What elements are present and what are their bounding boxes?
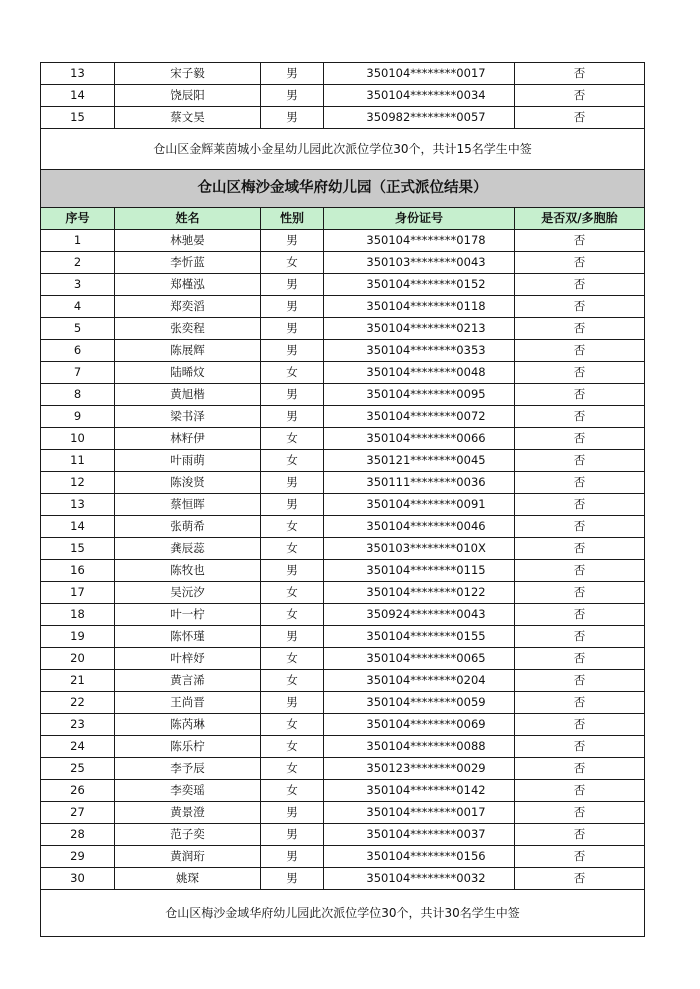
- cell-no: 16: [41, 560, 115, 582]
- previous-summary-row: [41, 129, 645, 170]
- cell-no: 21: [41, 670, 115, 692]
- cell-id: 350104********0065: [324, 648, 515, 670]
- cell-no: 12: [41, 472, 115, 494]
- cell-multi: 否: [515, 758, 645, 780]
- table-row: [41, 736, 645, 758]
- cell-name: 龚辰蕊: [115, 538, 261, 560]
- cell-gender: 男: [261, 296, 324, 318]
- cell-name: 陈牧也: [115, 560, 261, 582]
- cell-name: 陈怀瑾: [115, 626, 261, 648]
- cell-id: 350104********0017: [324, 802, 515, 824]
- cell-id: 350104********0095: [324, 384, 515, 406]
- cell-no: 28: [41, 824, 115, 846]
- cell-name: 姚琛: [115, 868, 261, 890]
- cell-id: 350104********0037: [324, 824, 515, 846]
- cell-gender: 男: [261, 340, 324, 362]
- cell-gender: 女: [261, 714, 324, 736]
- cell-name: 林驰晏: [115, 230, 261, 252]
- cell-name: 王尚晋: [115, 692, 261, 714]
- cell-gender: 女: [261, 604, 324, 626]
- cell-multi: 否: [515, 85, 645, 107]
- cell-id: 350121********0045: [324, 450, 515, 472]
- cell-name: 陆晞炆: [115, 362, 261, 384]
- cell-name: 叶一柠: [115, 604, 261, 626]
- cell-gender: 男: [261, 274, 324, 296]
- cell-name: 李忻蓝: [115, 252, 261, 274]
- cell-name: 范子奕: [115, 824, 261, 846]
- cell-no: 2: [41, 252, 115, 274]
- table-row: [41, 450, 645, 472]
- cell-no: 8: [41, 384, 115, 406]
- cell-multi: 否: [515, 252, 645, 274]
- cell-gender: 女: [261, 736, 324, 758]
- table-row: [41, 802, 645, 824]
- table-row: [41, 758, 645, 780]
- header-gender: 性别: [261, 208, 324, 230]
- results-table: [40, 62, 645, 937]
- cell-gender: 女: [261, 582, 324, 604]
- cell-multi: 否: [515, 230, 645, 252]
- table-row: [41, 340, 645, 362]
- cell-name: 黄景澄: [115, 802, 261, 824]
- cell-multi: 否: [515, 780, 645, 802]
- cell-no: 20: [41, 648, 115, 670]
- cell-gender: 女: [261, 648, 324, 670]
- cell-gender: 女: [261, 516, 324, 538]
- cell-id: 350104********0048: [324, 362, 515, 384]
- table-row: [41, 560, 645, 582]
- cell-multi: 否: [515, 692, 645, 714]
- cell-name: 李予辰: [115, 758, 261, 780]
- cell-name: 陈乐柠: [115, 736, 261, 758]
- table-row: [41, 230, 645, 252]
- table-row: [41, 406, 645, 428]
- cell-id: 350104********0017: [324, 63, 515, 85]
- cell-multi: 否: [515, 582, 645, 604]
- cell-multi: 否: [515, 670, 645, 692]
- table-row: [41, 274, 645, 296]
- cell-multi: 否: [515, 516, 645, 538]
- table-row: [41, 63, 645, 85]
- table-row: [41, 692, 645, 714]
- cell-gender: 男: [261, 494, 324, 516]
- cell-no: 9: [41, 406, 115, 428]
- table-row: [41, 824, 645, 846]
- cell-multi: 否: [515, 296, 645, 318]
- cell-multi: 否: [515, 560, 645, 582]
- table-row: [41, 384, 645, 406]
- cell-id: 350104********0155: [324, 626, 515, 648]
- cell-name: 蔡文昊: [115, 107, 261, 129]
- table-row: [41, 296, 645, 318]
- table-row: [41, 626, 645, 648]
- table-row: [41, 428, 645, 450]
- result-rows: [41, 230, 645, 890]
- cell-multi: 否: [515, 472, 645, 494]
- cell-gender: 男: [261, 560, 324, 582]
- cell-gender: 男: [261, 107, 324, 129]
- cell-multi: 否: [515, 494, 645, 516]
- allocation-results-sheet: [40, 62, 644, 937]
- table-row: [41, 868, 645, 890]
- cell-multi: 否: [515, 648, 645, 670]
- cell-multi: 否: [515, 428, 645, 450]
- cell-id: 350104********0156: [324, 846, 515, 868]
- cell-gender: 女: [261, 252, 324, 274]
- previous-kindergarten-rows: [41, 63, 645, 129]
- cell-name: 宋子毅: [115, 63, 261, 85]
- cell-gender: 男: [261, 63, 324, 85]
- table-row: [41, 670, 645, 692]
- table-row: [41, 604, 645, 626]
- cell-no: 13: [41, 63, 115, 85]
- cell-id: 350104********0034: [324, 85, 515, 107]
- cell-id: 350924********0043: [324, 604, 515, 626]
- cell-no: 1: [41, 230, 115, 252]
- cell-no: 18: [41, 604, 115, 626]
- cell-no: 13: [41, 494, 115, 516]
- cell-name: 陈浚贤: [115, 472, 261, 494]
- cell-multi: 否: [515, 63, 645, 85]
- cell-name: 黄言浠: [115, 670, 261, 692]
- cell-gender: 男: [261, 868, 324, 890]
- table-row: [41, 582, 645, 604]
- cell-multi: 否: [515, 604, 645, 626]
- cell-gender: 女: [261, 538, 324, 560]
- cell-multi: 否: [515, 868, 645, 890]
- cell-no: 22: [41, 692, 115, 714]
- cell-no: 6: [41, 340, 115, 362]
- previous-summary-text: 仓山区金辉莱茵城小金星幼儿园此次派位学位30个，共计15名学生中签: [41, 129, 645, 170]
- cell-no: 15: [41, 538, 115, 560]
- table-header-row: [41, 208, 645, 230]
- cell-id: 350103********010X: [324, 538, 515, 560]
- cell-no: 24: [41, 736, 115, 758]
- cell-id: 350104********0091: [324, 494, 515, 516]
- cell-id: 350104********0046: [324, 516, 515, 538]
- table-row: [41, 846, 645, 868]
- cell-multi: 否: [515, 714, 645, 736]
- cell-id: 350104********0118: [324, 296, 515, 318]
- cell-id: 350104********0204: [324, 670, 515, 692]
- cell-gender: 女: [261, 428, 324, 450]
- cell-name: 梁书泽: [115, 406, 261, 428]
- cell-id: 350104********0072: [324, 406, 515, 428]
- cell-no: 25: [41, 758, 115, 780]
- cell-no: 11: [41, 450, 115, 472]
- table-row: [41, 85, 645, 107]
- cell-gender: 女: [261, 450, 324, 472]
- cell-no: 14: [41, 516, 115, 538]
- cell-no: 3: [41, 274, 115, 296]
- cell-name: 叶雨萌: [115, 450, 261, 472]
- cell-no: 10: [41, 428, 115, 450]
- table-row: [41, 648, 645, 670]
- cell-no: 7: [41, 362, 115, 384]
- header-no: 序号: [41, 208, 115, 230]
- table-row: [41, 516, 645, 538]
- cell-name: 张萌希: [115, 516, 261, 538]
- header-id: 身份证号: [324, 208, 515, 230]
- cell-gender: 女: [261, 758, 324, 780]
- cell-name: 吴沅汐: [115, 582, 261, 604]
- section-title-row: [41, 170, 645, 208]
- table-row: [41, 780, 645, 802]
- table-row: [41, 252, 645, 274]
- cell-gender: 男: [261, 802, 324, 824]
- cell-gender: 男: [261, 824, 324, 846]
- cell-multi: 否: [515, 450, 645, 472]
- table-row: [41, 362, 645, 384]
- cell-name: 李奕瑶: [115, 780, 261, 802]
- cell-gender: 男: [261, 384, 324, 406]
- cell-multi: 否: [515, 107, 645, 129]
- cell-multi: 否: [515, 846, 645, 868]
- cell-name: 林籽伊: [115, 428, 261, 450]
- cell-id: 350104********0069: [324, 714, 515, 736]
- cell-name: 蔡恒晖: [115, 494, 261, 516]
- cell-id: 350104********0032: [324, 868, 515, 890]
- header-name: 姓名: [115, 208, 261, 230]
- table-row: [41, 494, 645, 516]
- cell-name: 张奕程: [115, 318, 261, 340]
- cell-multi: 否: [515, 824, 645, 846]
- cell-multi: 否: [515, 406, 645, 428]
- cell-gender: 男: [261, 626, 324, 648]
- cell-id: 350104********0152: [324, 274, 515, 296]
- cell-multi: 否: [515, 538, 645, 560]
- cell-gender: 男: [261, 85, 324, 107]
- cell-id: 350104********0122: [324, 582, 515, 604]
- summary-text: 仓山区梅沙金域华府幼儿园此次派位学位30个，共计30名学生中签: [41, 890, 645, 937]
- cell-name: 叶梓妤: [115, 648, 261, 670]
- cell-no: 15: [41, 107, 115, 129]
- cell-multi: 否: [515, 802, 645, 824]
- cell-id: 350104********0213: [324, 318, 515, 340]
- cell-no: 14: [41, 85, 115, 107]
- cell-name: 郑槿泓: [115, 274, 261, 296]
- cell-no: 30: [41, 868, 115, 890]
- cell-no: 29: [41, 846, 115, 868]
- summary-row: [41, 890, 645, 937]
- cell-id: 350104********0353: [324, 340, 515, 362]
- cell-id: 350104********0066: [324, 428, 515, 450]
- cell-gender: 女: [261, 780, 324, 802]
- cell-multi: 否: [515, 362, 645, 384]
- cell-no: 23: [41, 714, 115, 736]
- cell-multi: 否: [515, 384, 645, 406]
- table-row: [41, 472, 645, 494]
- cell-id: 350104********0178: [324, 230, 515, 252]
- header-multi: 是否双/多胞胎: [515, 208, 645, 230]
- cell-gender: 男: [261, 472, 324, 494]
- cell-no: 4: [41, 296, 115, 318]
- cell-gender: 女: [261, 362, 324, 384]
- cell-id: 350104********0059: [324, 692, 515, 714]
- cell-gender: 女: [261, 670, 324, 692]
- cell-no: 5: [41, 318, 115, 340]
- cell-no: 26: [41, 780, 115, 802]
- cell-id: 350111********0036: [324, 472, 515, 494]
- cell-multi: 否: [515, 318, 645, 340]
- cell-gender: 男: [261, 846, 324, 868]
- cell-gender: 男: [261, 230, 324, 252]
- cell-gender: 男: [261, 318, 324, 340]
- table-row: [41, 538, 645, 560]
- cell-name: 陈芮琳: [115, 714, 261, 736]
- cell-name: 黄旭楷: [115, 384, 261, 406]
- cell-multi: 否: [515, 736, 645, 758]
- cell-id: 350104********0115: [324, 560, 515, 582]
- cell-no: 17: [41, 582, 115, 604]
- cell-multi: 否: [515, 340, 645, 362]
- table-row: [41, 107, 645, 129]
- cell-id: 350982********0057: [324, 107, 515, 129]
- section-title: 仓山区梅沙金域华府幼儿园（正式派位结果）: [41, 170, 645, 208]
- cell-id: 350104********0088: [324, 736, 515, 758]
- cell-multi: 否: [515, 626, 645, 648]
- table-row: [41, 714, 645, 736]
- table-row: [41, 318, 645, 340]
- cell-no: 27: [41, 802, 115, 824]
- cell-name: 饶辰阳: [115, 85, 261, 107]
- cell-multi: 否: [515, 274, 645, 296]
- cell-name: 郑奕滔: [115, 296, 261, 318]
- cell-gender: 男: [261, 406, 324, 428]
- cell-id: 350104********0142: [324, 780, 515, 802]
- cell-no: 19: [41, 626, 115, 648]
- cell-gender: 男: [261, 692, 324, 714]
- cell-id: 350103********0043: [324, 252, 515, 274]
- cell-name: 陈展辉: [115, 340, 261, 362]
- cell-id: 350123********0029: [324, 758, 515, 780]
- cell-name: 黄润珩: [115, 846, 261, 868]
